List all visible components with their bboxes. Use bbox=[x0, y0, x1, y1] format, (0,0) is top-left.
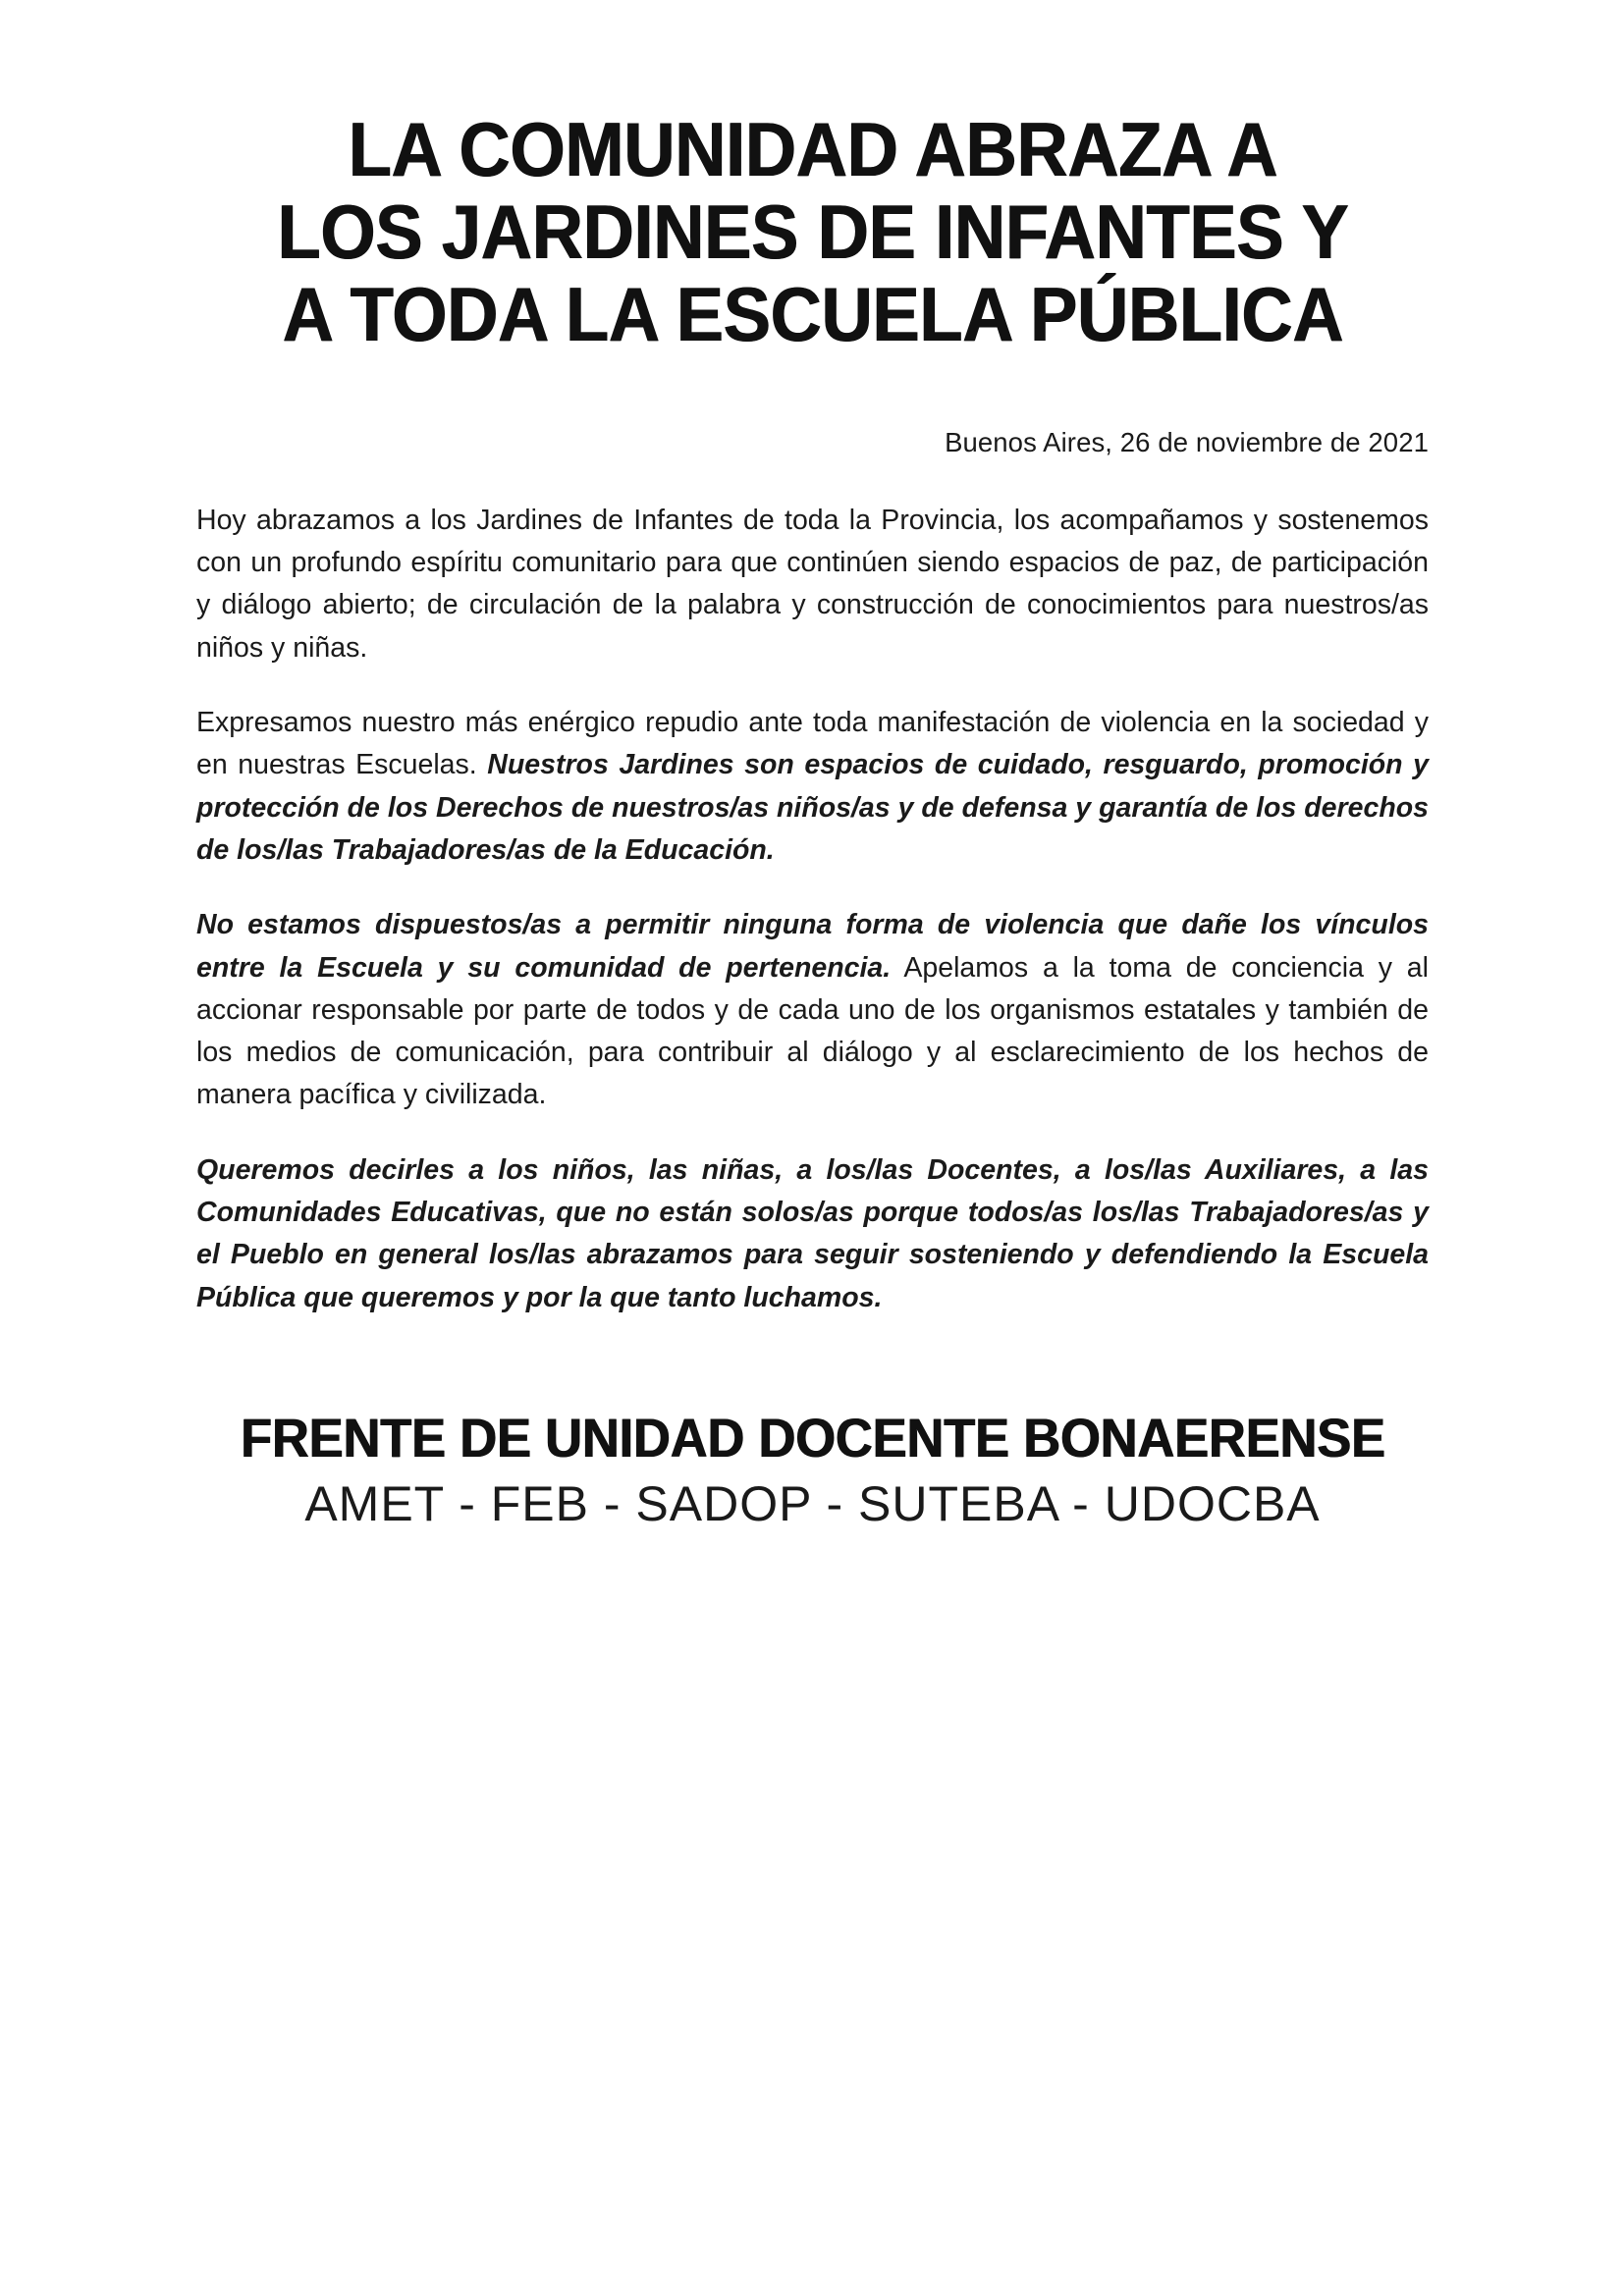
headline-line-3: A TODA LA ESCUELA PÚBLICA bbox=[282, 271, 1343, 358]
headline-line-2: LOS JARDINES DE INFANTES Y bbox=[276, 188, 1349, 276]
paragraph-2-lead: Expresamos nuestro más enérgico repudio ante toda manifestación de violencia en la sociedad y en nuestras Escuelas. bbox=[196, 706, 1429, 781]
dateline: Buenos Aires, 26 de noviembre de 2021 bbox=[945, 426, 1429, 457]
paragraph-4: Queremos decirles a los niños, las niñas, a los/las Docentes, a los/las Auxiliares, a las Comunidades Educativas, que no están solos/as porque todos/as los/las Trabajadores/as y el Pueblo en general los/las abrazamos para seguir sosteniendo y defendiendo la Escuela Pública que queremos y por la que tanto luchamos. bbox=[196, 1153, 1429, 1313]
headline-line-1: LA COMUNIDAD ABRAZA A bbox=[348, 106, 1277, 192]
paragraph-3-tail: Apelamos a la toma de conciencia y al accionar responsable por parte de todos y de cada uno de los organismos estatales y también de los medios de comunicación, para contribuir al diálogo y al esclarecimiento de los hechos de manera pacífica y civilizada. bbox=[196, 951, 1429, 1111]
document-footer bbox=[196, 1407, 1429, 1531]
page-title bbox=[240, 108, 1385, 356]
paragraph-2-emphasis: Nuestros Jardines son espacios de cuidado, resguardo, promoción y protección de los Derechos de nuestros/as niños/as y de defensa y garantía de los derechos de los/las Trabajadores/as de la Educación. bbox=[196, 749, 1430, 866]
paragraph-1: Hoy abrazamos a los Jardines de Infantes de toda la Provincia, los acompañamos y sostenemos con un profundo espíritu comunitario para que continúen siendo espacios de paz, de participación y diálogo abierto; de circulación de la palabra y construcción de conocimientos para nuestros/as niños y niñas. bbox=[196, 504, 1429, 664]
paragraph-2 bbox=[196, 702, 1429, 872]
document-content bbox=[196, 108, 1429, 1531]
footer-unions: AMET - FEB - SADOP - SUTEBA - UDOCBA bbox=[304, 1475, 1321, 1531]
paragraph-3-emphasis: No estamos dispuestos/as a permitir ninguna forma de violencia que dañe los vínculos entre la Escuela y su comunidad de pertenencia. bbox=[196, 909, 1429, 984]
footer-organization: FRENTE DE UNIDAD DOCENTE BONAERENSE bbox=[240, 1407, 1385, 1469]
paragraph-3 bbox=[196, 904, 1429, 1117]
